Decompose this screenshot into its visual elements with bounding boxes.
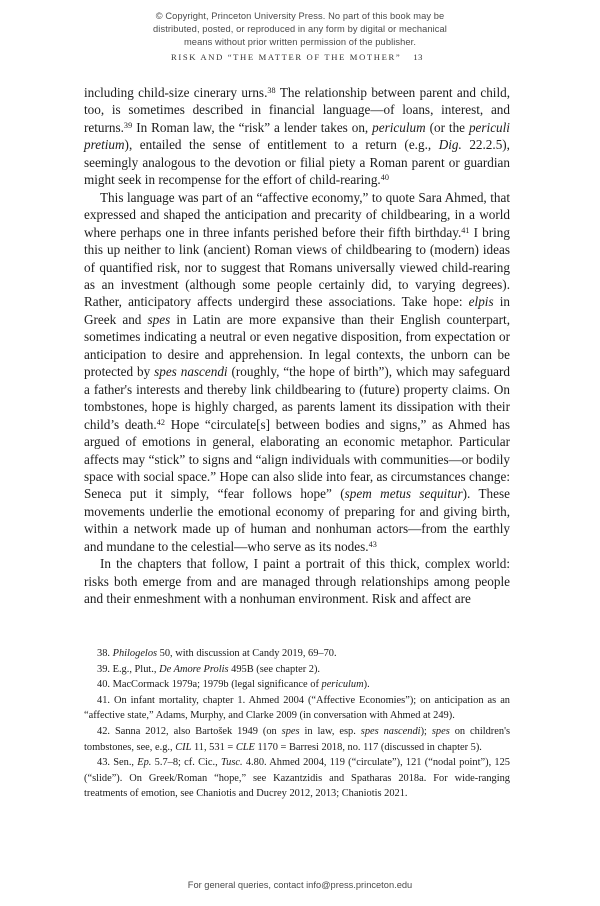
footnote-40-number: 40. xyxy=(97,679,110,691)
p2-seg-6: Hope “circulate[s] between bodies and signs,” as Ahmed has argued of emotions in general, elaborating an economic metaphor. Particular affects may “stick” to signs and “align individuals with communities—or bodily space with social space.” Hope can also slide into fear, as circumstances change: Seneca put it simply, “fear follows hope” ( xyxy=(84,416,510,502)
footnote-43 xyxy=(84,755,510,802)
copyright-line-1: © Copyright, Princeton University Press. No part of this book may be xyxy=(155,11,445,21)
footnote-39-post-1: 495B (see chapter 2). xyxy=(228,663,321,675)
footnote-41 xyxy=(84,693,510,724)
p1-seg-2: The relationship between parent and child, too, is sometimes described in financial language—of loans, interest, and returns. xyxy=(84,85,511,135)
footnote-42-post-4: 11, 531 = xyxy=(191,741,236,753)
p2-seg-3: in Greek and xyxy=(84,294,511,327)
p2-seg-2: I bring this up neither to link (ancient) Roman views of childbearing to (modern) ideas of quantified risk, nor to suggest that Romans universally viewed child-rearing as an investment (although some people certainly did, to varying degrees). Rather, anticipatory affects undergird these associations. Take hope: xyxy=(84,224,510,310)
footnote-39 xyxy=(84,662,510,678)
p1-seg-4: (or the xyxy=(425,119,469,135)
footnote-39-italic-1: De Amore Prolis xyxy=(159,663,229,675)
p2-seg-1: This language was part of an “affective economy,” to quote Sara Ahmed, that expressed and shaped the anticipation and precarity of childbearing, in a world where perhaps one in three infants perished before their fifth birthday. xyxy=(84,189,510,240)
copyright-line-3: means without prior written permission of the publisher. xyxy=(183,37,417,48)
paragraph-2 xyxy=(84,189,510,556)
paragraph-1 xyxy=(84,84,510,189)
footnote-ref-38[interactable]: 38 xyxy=(267,86,276,96)
p1-seg-5: ), entailed the sense of entitlement to a return (e.g., xyxy=(124,137,439,153)
footnote-42-post-5: 1170 = Barresi 2018, no. 117 (discussed in chapter 5). xyxy=(254,741,482,753)
footnote-42-post-2: ); xyxy=(420,725,432,737)
p1-latin-periculi-pretium: periculi pretium xyxy=(84,119,510,153)
p2-latin-spes: spes xyxy=(147,311,171,327)
footnote-38-italic-1: Philogelos xyxy=(112,648,158,659)
p1-citation-dig: Dig. xyxy=(438,137,462,153)
p2-latin-spes-nascendi: spes nascendi xyxy=(154,364,228,380)
footnote-43-post-1: 5.7–8; cf. Cic., xyxy=(151,757,221,769)
p2-greek-elpis: elpis xyxy=(468,294,494,310)
footnote-42-post-3: on children's tombstones, see, e.g., xyxy=(84,725,510,753)
p2-seg-5: (roughly, “the hope of birth”), which may safeguard a father's interests and thereby link childbearing to (future) property claims. On tombstones, hope is highly charged, as parents lament its dissipation with their child’s death. xyxy=(84,364,511,432)
footnote-43-italic-2: Tusc. xyxy=(220,757,243,769)
page-number: 13 xyxy=(413,52,423,62)
footnote-43-post-2: 4.80. Ahmed 2004, 119 (“circulate”), 121 (“nodal point”), 125 (“slide”). On Greek/Roman “hope,” see Kazantzidis and Spatharas 2018a. For wide-ranging treatments of emotion, see Chaniotis and Ducrey 2012, 2013; Chaniotis 2021. xyxy=(84,757,510,800)
footnote-43-number: 43. xyxy=(97,757,110,769)
footnote-ref-41[interactable]: 41 xyxy=(461,225,470,235)
running-head-title: RISK AND “THE MATTER OF THE MOTHER” xyxy=(171,52,402,62)
footnote-42-italic-4: CIL xyxy=(175,741,192,753)
footnote-41-number: 41. xyxy=(97,694,110,706)
p1-seg-1: including child-size cinerary urns. xyxy=(84,85,268,100)
p1-seg-3: In Roman law, the “risk” a lender takes on, xyxy=(132,119,373,135)
footnote-43-pre: Sen., xyxy=(110,757,138,769)
footnote-43-italic-1: Ep. xyxy=(137,757,152,769)
footnote-42-italic-3: spes xyxy=(431,725,450,737)
p2-seg-7: ). These movements underlie the emotional economy of preparing for and giving birth, within a network made up of human and nonhuman actors—from the earthly and mundane to the celestial—who serve as its nodes. xyxy=(84,486,510,554)
footnote-40-italic-1: periculum xyxy=(321,679,364,691)
p1-seg-6: 22.2.5), seemingly analogous to the devotion or filial piety a Roman parent or guardian might seek in recompense for the effort of child-rearing. xyxy=(84,137,510,188)
footnote-ref-39[interactable]: 39 xyxy=(123,120,133,130)
footnote-38-post-1: 50, with discussion at Candy 2019, 69–70. xyxy=(157,648,337,659)
footnote-42 xyxy=(84,724,510,755)
footnote-42-italic-5: CLE xyxy=(235,741,255,753)
footer-contact-text: For general queries, contact info@press.princeton.edu xyxy=(187,880,413,890)
footnote-40-pre: MacCormack 1979a; 1979b (legal significance of xyxy=(110,679,322,691)
footnote-ref-43[interactable]: 43 xyxy=(368,539,377,549)
footnote-41-pre: On infant mortality, chapter 1. Ahmed 2004 (“Affective Economies”); on anticipation as an “affective state,” Adams, Murphy, and Clarke 2009 (in conversation with Ahmed at 249). xyxy=(84,694,510,722)
footnote-42-number: 42. xyxy=(97,725,110,737)
footnote-38-number: 38. xyxy=(97,648,110,659)
p1-latin-periculum: periculum xyxy=(372,119,426,135)
p2-seg-4: in Latin are more expansive than their English counterpart, sometimes indicating a neutral or even negative disposition, from expectation or anticipation to desire and apprehension. In legal contexts, the unborn can be protected by xyxy=(84,311,510,380)
footnote-39-number: 39. xyxy=(97,663,110,675)
paragraph-3: In the chapters that follow, I paint a portrait of this thick, complex world: risks both emerge from and are managed through relationships among people and their enmeshment with a nonhuman environment. Risk and affect are xyxy=(84,556,510,607)
footnote-42-post-1: in law, esp. xyxy=(299,725,361,737)
footnote-ref-42[interactable]: 42 xyxy=(156,417,166,427)
footnotes-section xyxy=(84,646,510,802)
copyright-notice xyxy=(0,10,600,50)
page-footer xyxy=(0,880,600,890)
footnote-42-italic-1: spes xyxy=(281,725,300,737)
footnote-38 xyxy=(84,646,510,662)
body-text xyxy=(84,84,510,608)
footnote-40 xyxy=(84,677,510,693)
footnote-39-pre: E.g., Plut., xyxy=(110,663,160,675)
running-head xyxy=(84,52,510,62)
footnote-40-post-1: ). xyxy=(363,679,370,691)
footnote-42-italic-2: spes nascendi xyxy=(360,725,421,737)
footnote-42-pre: Sanna 2012, also Bartošek 1949 (on xyxy=(110,725,282,737)
footnote-ref-40[interactable]: 40 xyxy=(380,173,390,183)
p2-latin-spem-metus-sequitur: spem metus sequitur xyxy=(344,486,463,502)
copyright-line-2: distributed, posted, or reproduced in any form by digital or mechanical xyxy=(153,24,447,35)
